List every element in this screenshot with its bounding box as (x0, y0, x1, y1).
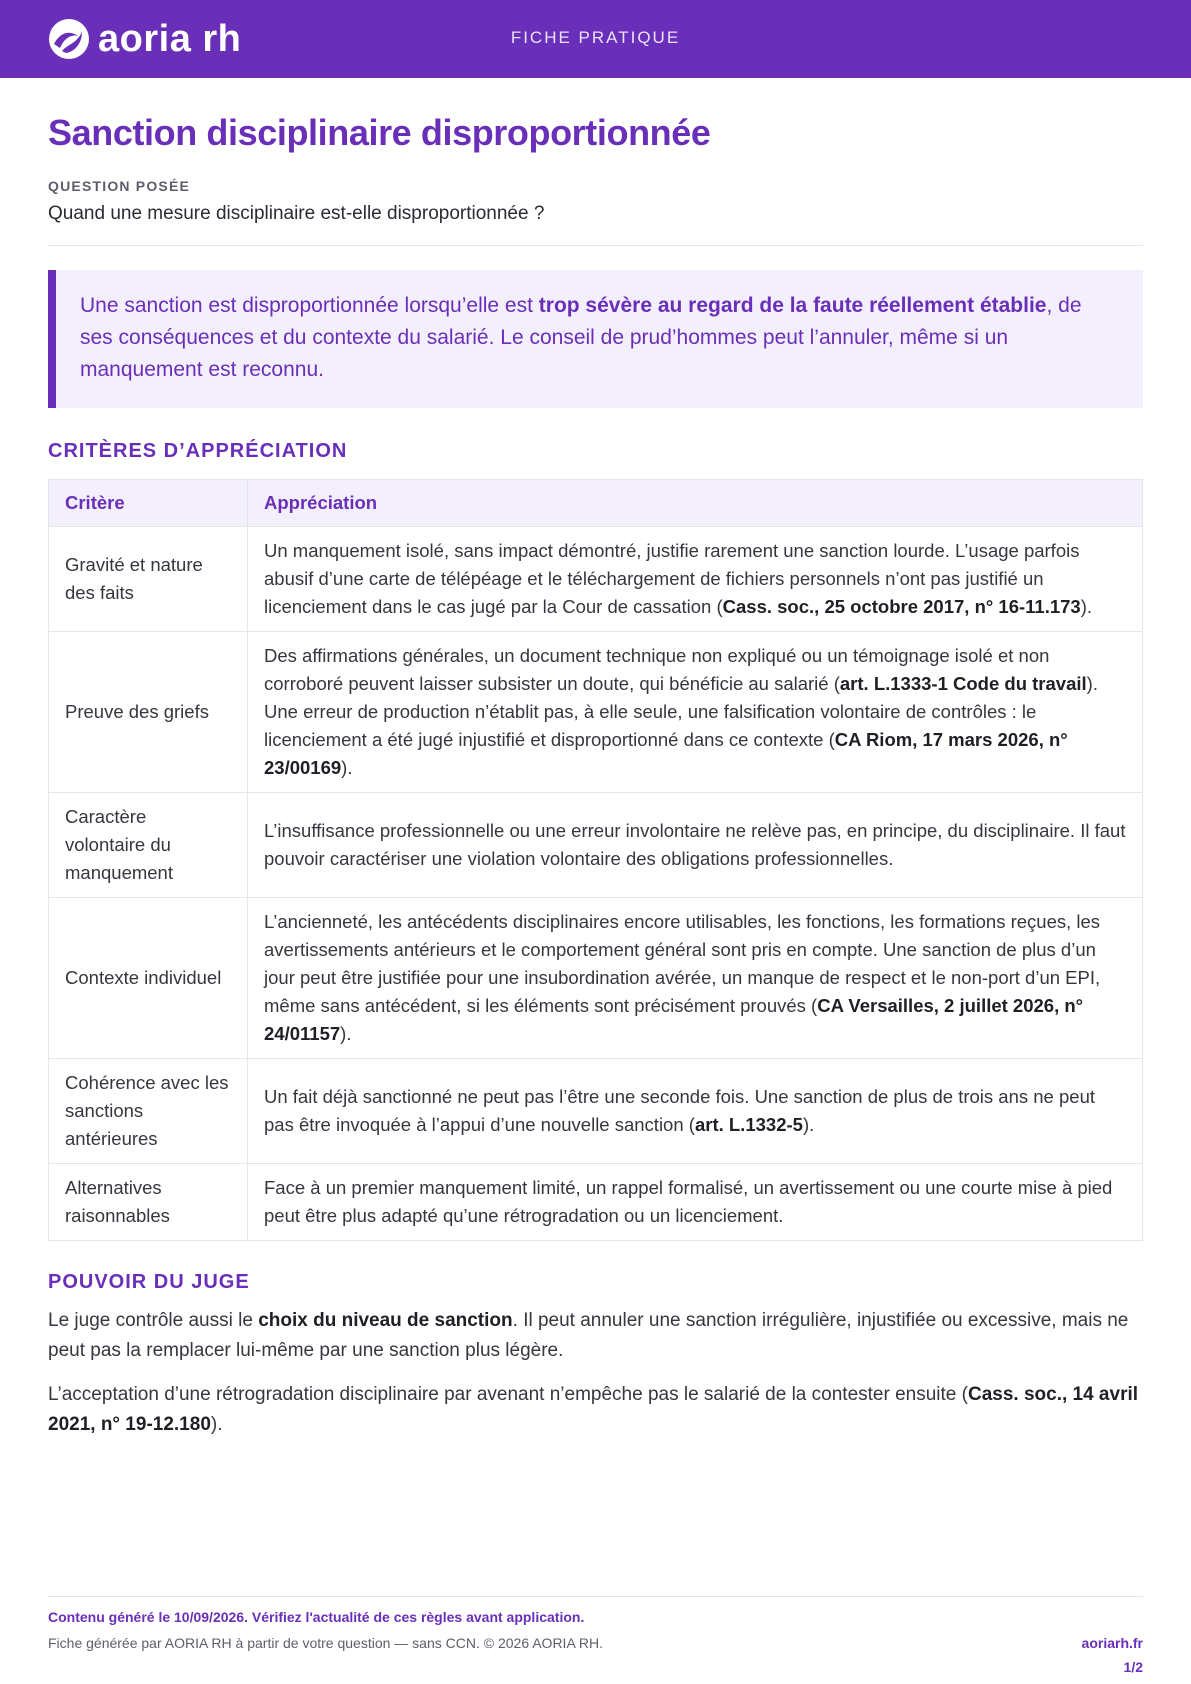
callout-text-after: , de ses conséquences et du contexte du salarié. Le conseil de prud’hommes peut l’annuler, même si un manquement est reconnu. (80, 294, 1082, 381)
question-label: QUESTION POSÉE (48, 178, 191, 194)
text-segment: Un fait déjà sanctionné ne peut pas l’être une seconde fois. Une sanction de plus de trois ans ne peut pas être invoquée à l’appui d’une nouvelle sanction ( (264, 1086, 1095, 1135)
criteria-table-body (49, 527, 1143, 1241)
divider (48, 245, 1143, 246)
footer-website-link[interactable]: aoriarh.fr (1081, 1635, 1143, 1651)
emphasized-reference: CA Riom, 17 mars 2026, n° 23/00169 (264, 729, 1068, 778)
criterion-cell: Cohérence avec les sanctions antérieures (49, 1059, 248, 1164)
text-segment: L’ancienneté, les antécédents disciplinaires encore utilisables, les fonctions, les formations reçues, les avertissements antérieurs et le comportement général sont pris en compte. Une sanction de plus d’un jour peut être justifiée pour une insubordination avérée, un manque de respect et le non-port d’un EPI, même sans antécédent, si les éléments sont précisément prouvés ( (264, 911, 1101, 1016)
table-row (49, 793, 1143, 898)
assessment-cell (248, 1164, 1143, 1241)
assessment-cell (248, 1059, 1143, 1164)
criterion-cell: Alternatives raisonnables (49, 1164, 248, 1241)
text-segment: ). (802, 1114, 815, 1135)
table-row (49, 632, 1143, 793)
text-segment: Le juge contrôle aussi le (48, 1310, 259, 1331)
criterion-cell: Gravité et nature des faits (49, 527, 248, 632)
page-number: 1/2 (1123, 1659, 1143, 1675)
criteria-section-title: CRITÈRES D’APPRÉCIATION (48, 440, 348, 462)
page-title: Sanction disciplinaire disproportionnée (48, 112, 711, 153)
emphasized-reference: Cass. soc., 25 octobre 2017, n° 16-11.173 (722, 596, 1081, 617)
text-segment: Face à un premier manquement limité, un rappel formalisé, un avertissement ou une courte mise à pied peut être plus adapté qu’une rétrogradation ou un licenciement. (264, 1177, 1113, 1226)
assessment-cell (248, 527, 1143, 632)
text-segment: Des affirmations générales, un document technique non expliqué ou un témoignage isolé et non corroboré peuvent laisser subsister un doute, qui bénéficie au salarié ( (264, 645, 1050, 694)
text-segment: ). (1080, 596, 1093, 617)
text-segment: ). (340, 1023, 352, 1044)
table-row (49, 898, 1143, 1059)
summary-callout (48, 270, 1143, 408)
text-segment: ). (210, 1414, 223, 1435)
header-bar (0, 0, 1191, 78)
table-row (49, 1164, 1143, 1241)
table-row (49, 1059, 1143, 1164)
footer-disclaimer: Contenu généré le 10/09/2026. Vérifiez l'actualité de ces règles avant application. (48, 1609, 585, 1625)
assessment-cell (248, 632, 1143, 793)
text-segment: ). (341, 757, 353, 778)
callout-text-before: Une sanction est disproportionnée lorsqu’elle est (80, 294, 539, 317)
text-segment: Un manquement isolé, sans impact démontré, justifie rarement une sanction lourde. L’usage parfois abusif d’une carte de télépéage et le téléchargement de fichiers personnels n’ont pas justifié un licenciement dans le cas jugé par la Cour de cassation ( (264, 540, 1080, 617)
criterion-cell: Contexte individuel (49, 898, 248, 1059)
judge-section-title: POUVOIR DU JUGE (48, 1271, 250, 1293)
footer-credit: Fiche générée par AORIA RH à partir de votre question — sans CCN. © 2026 AORIA RH. (48, 1635, 604, 1651)
question-text: Quand une mesure disciplinaire est-elle disproportionnée ? (48, 203, 545, 224)
emphasized-reference: choix du niveau de sanction (258, 1310, 513, 1331)
assessment-cell (248, 793, 1143, 898)
document-type-label: FICHE PRATIQUE (510, 28, 681, 47)
emphasized-reference: CA Versailles, 2 juillet 2026, n° 24/01157 (264, 995, 1084, 1044)
column-header-assessment: Appréciation (248, 480, 1143, 527)
brand-name: aoria rh (98, 18, 242, 60)
judge-paragraph (48, 1306, 1143, 1366)
text-segment: ). Une erreur de production n’établit pas, à elle seule, une falsification volontaire de contrôles : le licenciement a été jugé injustifié et disproportionné dans ce contexte ( (264, 673, 1098, 750)
assessment-cell (248, 898, 1143, 1059)
column-header-criterion: Critère (49, 480, 248, 527)
criteria-table (48, 479, 1143, 1241)
emphasized-reference: art. L.1333-1 Code du travail (839, 673, 1087, 694)
table-row (49, 527, 1143, 632)
emphasized-reference: Cass. soc., 14 avril 2021, n° 19-12.180 (48, 1384, 1139, 1435)
criterion-cell: Caractère volontaire du manquement (49, 793, 248, 898)
callout-emphasis: trop sévère au regard de la faute réellement établie (538, 294, 1047, 317)
text-segment: L’acceptation d’une rétrogradation disciplinaire par avenant n’empêche pas le salarié de la contester ensuite ( (48, 1384, 968, 1405)
emphasized-reference: art. L.1332-5 (694, 1114, 803, 1135)
text-segment: L’insuffisance professionnelle ou une erreur involontaire ne relève pas, en principe, du disciplinaire. Il faut pouvoir caractériser une violation volontaire des obligations professionnelles. (264, 820, 1126, 869)
table-header-row (49, 480, 1143, 527)
text-segment: . Il peut annuler une sanction irrégulière, injustifiée ou excessive, mais ne peut pas la remplacer lui-même par une sanction plus légère. (48, 1310, 1129, 1361)
criterion-cell: Preuve des griefs (49, 632, 248, 793)
page-footer (48, 1596, 1143, 1675)
judge-paragraph (48, 1380, 1143, 1440)
page-content (48, 110, 1143, 1440)
